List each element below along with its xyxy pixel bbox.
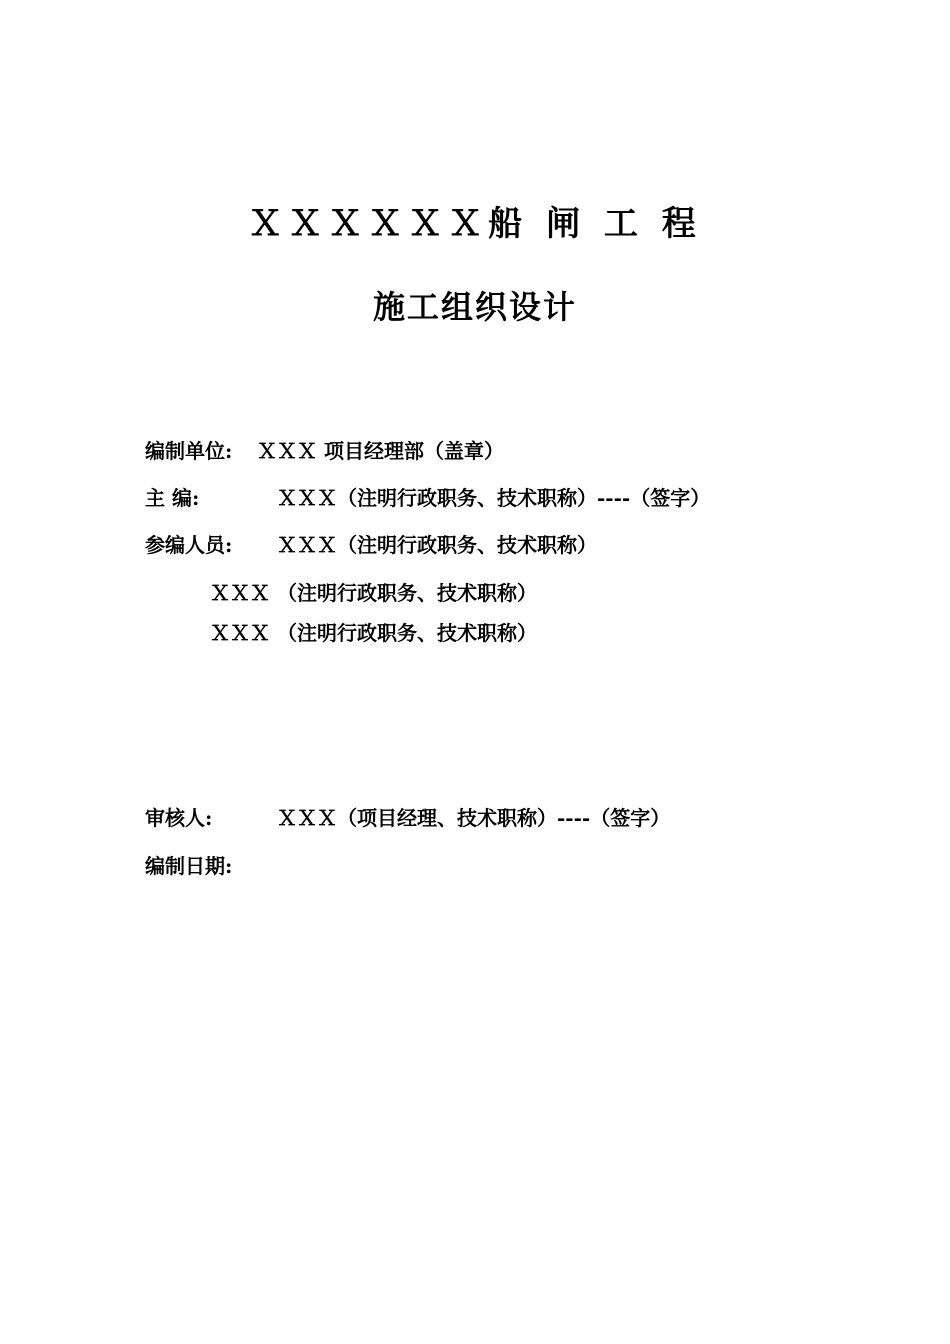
participant-3: ＸＸＸ （注明行政职务、技术职称） <box>210 621 537 645</box>
title-line-1: ＸＸＸＸＸＸ船 闸 工 程 <box>248 204 702 244</box>
date-label: 编制日期: <box>145 854 233 878</box>
unit-label: 编制单位: <box>145 439 233 463</box>
reviewer-label: 审核人: <box>145 806 213 830</box>
title-line-2: 施工组织设计 <box>372 288 577 326</box>
editor-value: ＸＸＸ（注明行政职务、技术职称）----（签字） <box>277 486 711 510</box>
participant-2: ＸＸＸ （注明行政职务、技术职称） <box>210 581 537 605</box>
participant-1: ＸＸＸ（注明行政职务、技术职称） <box>277 533 597 557</box>
editor-label: 主 编: <box>145 486 200 510</box>
reviewer-value: ＸＸＸ（项目经理、技术职称）----（签字） <box>277 806 671 830</box>
unit-value: ＸＸＸ 项目经理部（盖章） <box>257 439 504 463</box>
participants-label: 参编人员: <box>145 533 233 557</box>
